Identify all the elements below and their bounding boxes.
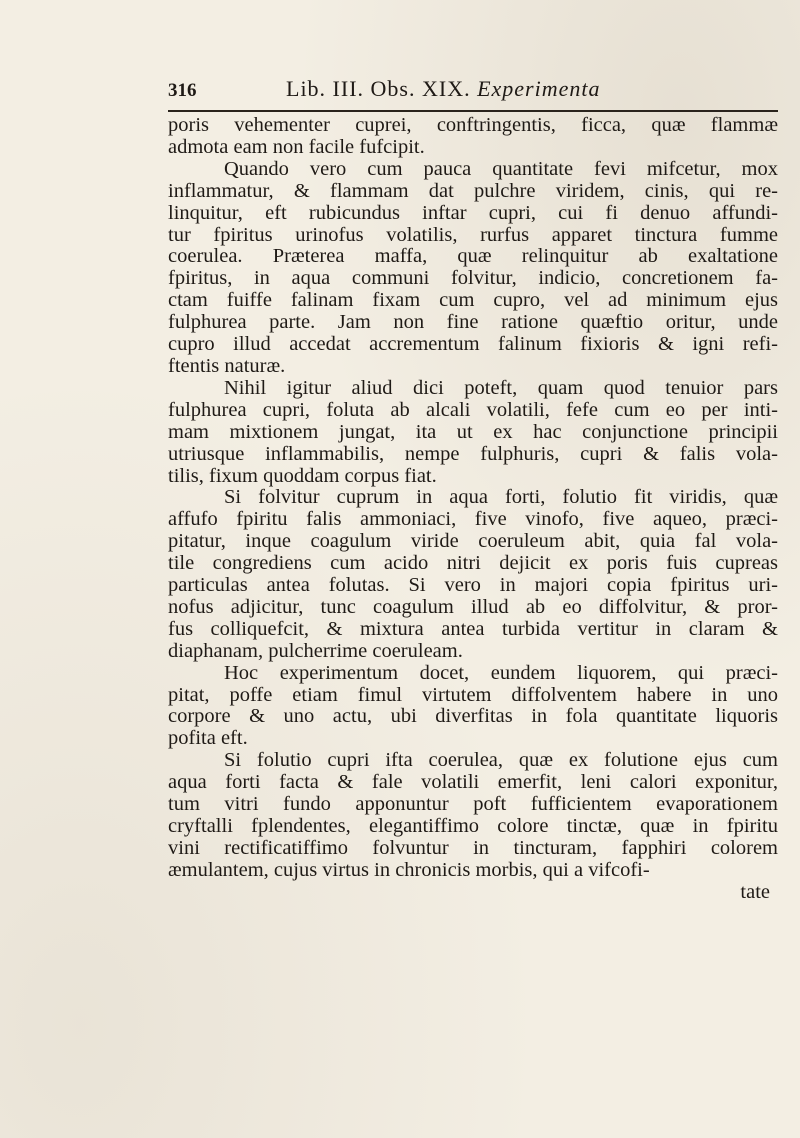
text-line: Hoc experimentum docet, eundem liquorem, qui præci- [224, 661, 778, 684]
text-line: fulphurea parte. Jam non fine ratione quæftio oritur, unde [168, 311, 778, 334]
text-line: admota eam non facile fufcipit. [168, 135, 425, 158]
running-head-roman: Lib. III. Obs. XIX. [286, 76, 471, 101]
text-line: mam mixtionem jungat, ita ut ex hac conjunctione principii [168, 420, 778, 443]
body-text [168, 115, 778, 904]
text-line: pitat, poffe etiam fimul virtutem diffolventem habere in uno [168, 683, 778, 706]
running-head-italic: Experimenta [477, 76, 601, 101]
text-line: vini rectificatiffimo folvuntur in tincturam, fapphiri colorem [168, 836, 778, 859]
page-number: 316 [168, 80, 197, 101]
text-line: tile congrediens cum acido nitri dejicit ex poris fuis cupreas [168, 552, 778, 575]
text-line: corpore & uno actu, ubi diverfitas in fola quantitate liquoris [168, 705, 778, 728]
text-line: cryftalli fplendentes, elegantiffimo colore tinctæ, quæ in fpiritu [168, 815, 778, 837]
text-line: nofus adjicitur, tunc coagulum illud ab eo diffolvitur, & pror- [168, 595, 778, 618]
text-line: tum vitri fundo apponuntur poft fufficientem evaporationem [168, 793, 778, 816]
text-line: cupro illud accedat accrementum falinum fixioris & igni refi- [168, 333, 778, 356]
text-line: affufo fpiritu falis ammoniaci, five vinofo, five aqueo, præci- [168, 508, 778, 531]
text-line: æmulantem, cujus virtus in chronicis morbis, qui a vifcofi- [168, 858, 650, 881]
text-line: particulas antea folutas. Si vero in majori copia fpiritus uri- [168, 574, 778, 597]
text-line: utriusque inflammabilis, nempe fulphuris, cupri & falis vola- [168, 442, 778, 465]
text-line: Si folutio cupri ifta coerulea, quæ ex folutione ejus cum [224, 749, 778, 772]
text-line: poris vehementer cuprei, conftringentis, ficca, quæ flammæ [168, 114, 778, 136]
text-line: inflammatur, & flammam dat pulchre viridem, cinis, qui re- [168, 179, 778, 202]
text-line: aqua forti facta & fale volatili emerfit, leni calori exponitur, [168, 771, 778, 794]
text-line: coerulea. Præterea maffa, quæ relinquitur ab exaltatione [168, 245, 778, 268]
text-line: pofita eft. [168, 727, 248, 750]
text-line: tur fpiritus urinofus volatilis, rurfus apparet tinctura fumme [168, 223, 778, 246]
header-rule [168, 110, 778, 112]
page-header [168, 72, 778, 106]
text-line: pitatur, inque coagulum viride coeruleum abit, quia fal vola- [168, 530, 778, 553]
text-line: Quando vero cum pauca quantitate fevi mifcetur, mox [224, 157, 778, 180]
text-line: diaphanam, pulcherrime coeruleam. [168, 639, 463, 662]
running-head [286, 76, 601, 102]
text-line: tilis, fixum quoddam corpus fiat. [168, 464, 437, 487]
text-line: linquitur, eft rubicundus inftar cupri, cui fi denuo affundi- [168, 201, 778, 224]
text-line: fpiritus, in aqua communi folvitur, indicio, concretionem fa- [168, 267, 778, 290]
text-line: fus colliquefcit, & mixtura antea turbida vertitur in claram & [168, 617, 778, 640]
text-line: Si folvitur cuprum in aqua forti, folutio fit viridis, quæ [224, 486, 778, 509]
text-line: Nihil igitur aliud dici poteft, quam quod tenuior pars [224, 376, 778, 399]
text-line: ctam fuiffe falinam fixam cum cupro, vel ad minimum ejus [168, 289, 778, 312]
text-line: ftentis naturæ. [168, 354, 286, 377]
catchword: tate [740, 880, 770, 903]
text-line: fulphurea cupri, foluta ab alcali volatili, fefe cum eo per inti- [168, 398, 778, 421]
